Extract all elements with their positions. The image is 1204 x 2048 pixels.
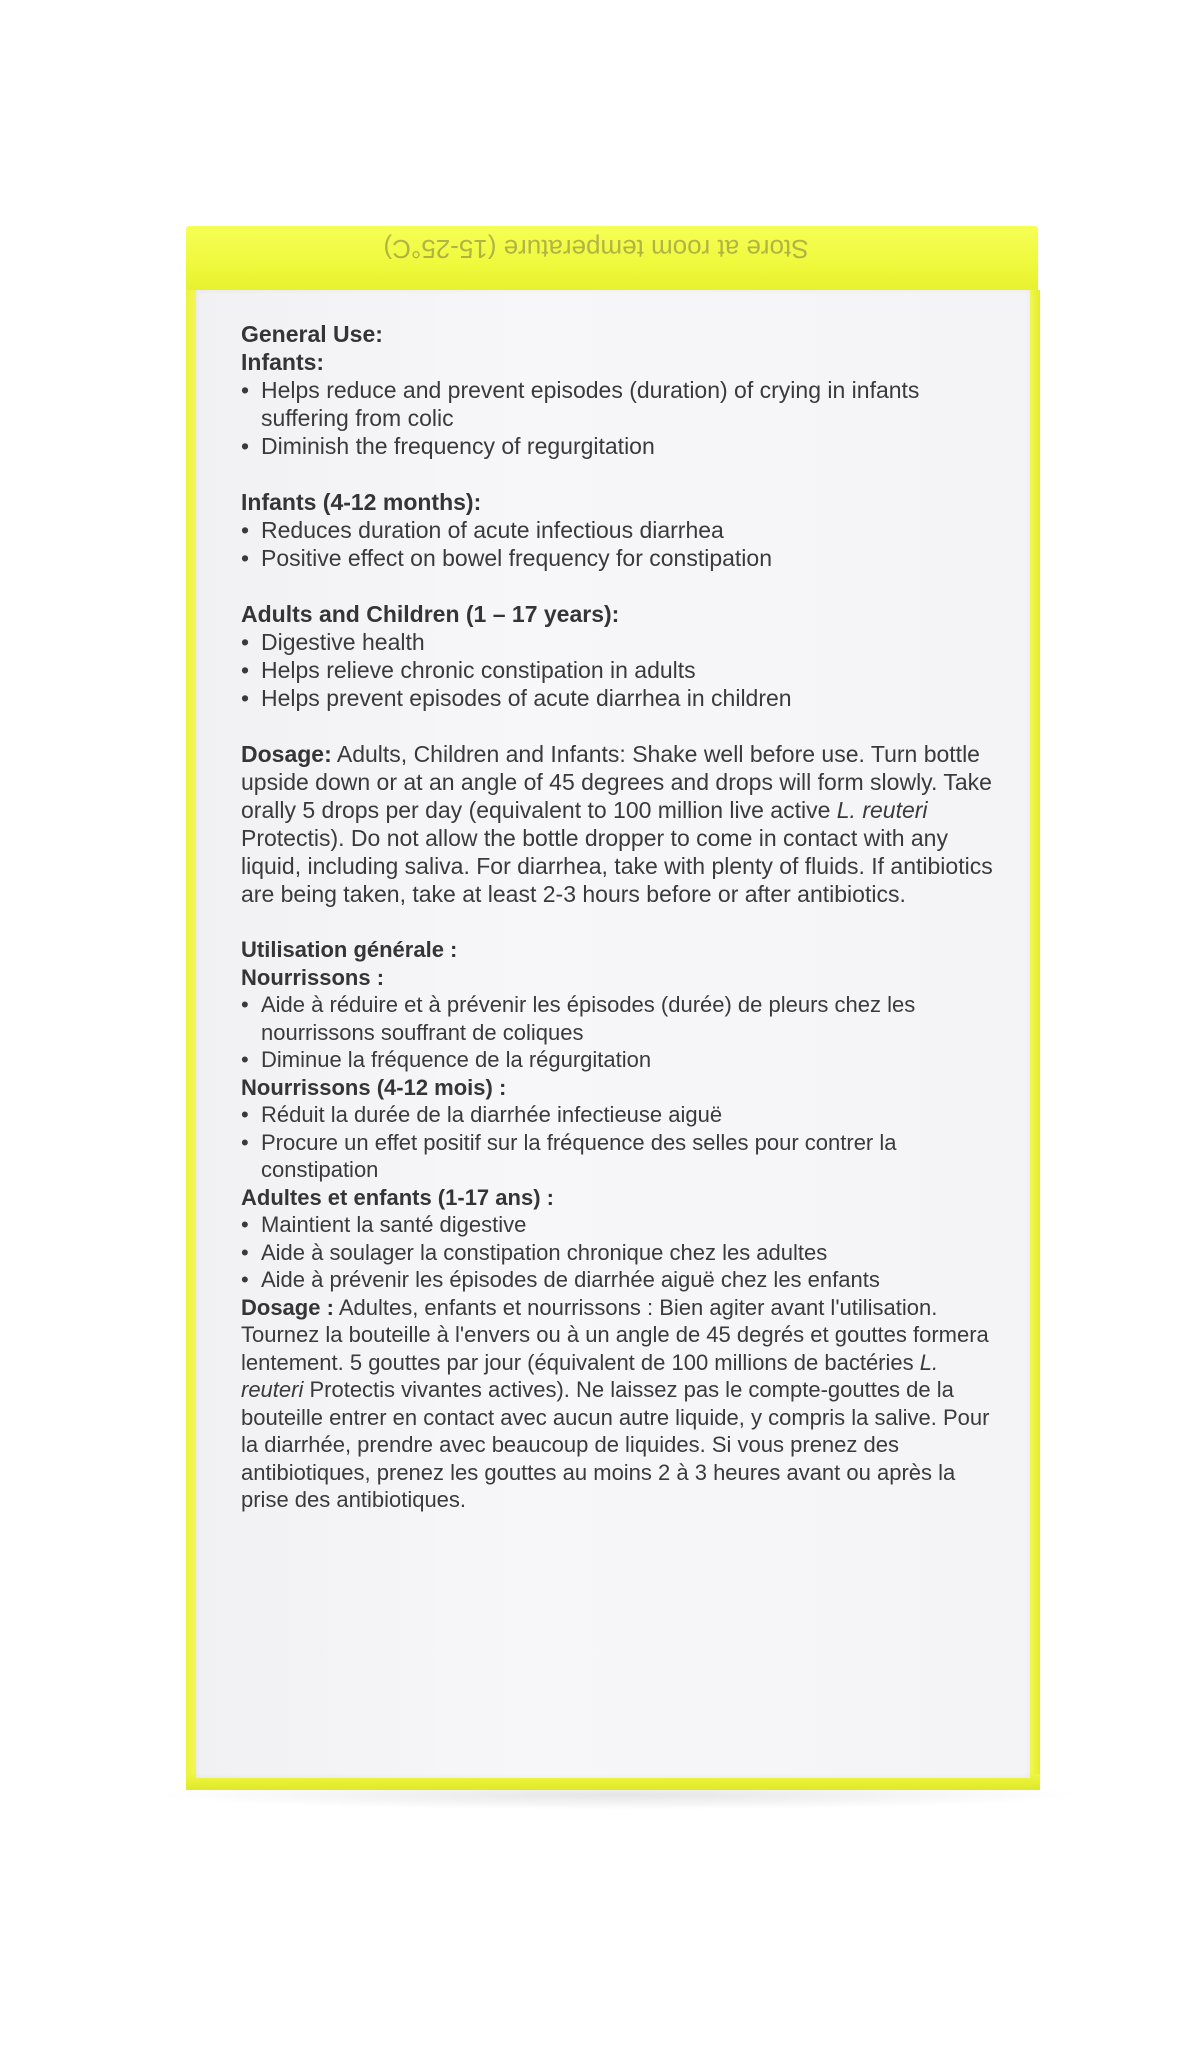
dosage-species: L. reuteri — [836, 797, 928, 823]
dosage-paragraph — [241, 740, 1001, 908]
fr-infants-4-12-heading: Nourrissons (4-12 mois) : — [241, 1074, 507, 1100]
fr-infants-heading: Nourrissons : — [241, 964, 385, 990]
fr-dosage-paragraph — [241, 1294, 1001, 1514]
fr-dosage-label: Dosage : — [241, 1294, 334, 1320]
infants-heading: Infants: — [241, 349, 325, 375]
french-section — [241, 936, 1001, 1514]
general-use-heading: General Use: — [241, 321, 383, 347]
list-item: • Diminish the frequency of regurgitation — [241, 432, 1001, 460]
fr-dosage-text-cont: Protectis vivantes actives). Ne laissez pas le compte-gouttes de la bouteille entrer en contact avec aucun autre liquide, y compris la salive. Pour la diarrhée, prendre avec beaucoup de liquides. Si vous prenez des antibiotiques, prenez les gouttes au moins 2 à 3 heures avant ou après la prise des antibiotiques. — [241, 1377, 990, 1512]
list-item: • Helps reduce and prevent episodes (duration) of crying in infants suffering from colic — [241, 376, 1001, 432]
dosage-text-cont: Protectis). Do not allow the bottle dropper to come in contact with any liquid, including saliva. For diarrhea, take with plenty of fluids. If antibiotics are being taken, take at least 2-3 hours before or after antibiotics. — [241, 825, 993, 907]
list-item: • Aide à réduire et à prévenir les épisodes (durée) de pleurs chez les nourrissons souffrant de coliques — [241, 991, 1001, 1046]
infants-4-12-list — [241, 516, 1001, 572]
fr-infants-list — [241, 991, 1001, 1074]
list-item: • Digestive health — [241, 628, 1001, 656]
box-label-panel — [196, 290, 1030, 1778]
fr-dosage-species: L. reuteri — [241, 1349, 939, 1402]
upside-down-storage-text: Store at room temperature (15-25°C) — [383, 234, 809, 264]
list-item: • Maintient la santé digestive — [241, 1211, 1001, 1239]
dosage-label: Dosage: — [241, 741, 332, 767]
list-item: • Positive effect on bowel frequency for constipation — [241, 544, 1001, 572]
fr-infants-4-12-list — [241, 1101, 1001, 1184]
infants-list — [241, 376, 1001, 460]
fr-adults-list — [241, 1211, 1001, 1294]
list-item: • Helps relieve chronic constipation in adults — [241, 656, 1001, 684]
list-item: • Aide à prévenir les épisodes de diarrhée aiguë chez les enfants — [241, 1266, 1001, 1294]
box-top-flap — [186, 226, 1038, 296]
adults-children-list — [241, 628, 1001, 712]
list-item: • Aide à soulager la constipation chronique chez les adultes — [241, 1239, 1001, 1267]
list-item: • Procure un effet positif sur la fréquence des selles pour contrer la constipation — [241, 1129, 1001, 1184]
fr-adults-heading: Adultes et enfants (1-17 ans) : — [241, 1184, 554, 1210]
list-item: • Diminue la fréquence de la régurgitation — [241, 1046, 1001, 1074]
list-item: • Réduit la durée de la diarrhée infectieuse aiguë — [241, 1101, 1001, 1129]
adults-children-heading: Adults and Children (1 – 17 years): — [241, 601, 620, 627]
fr-general-use-heading: Utilisation générale : — [241, 937, 458, 962]
list-item: • Helps prevent episodes of acute diarrhea in children — [241, 684, 1001, 712]
list-item: • Reduces duration of acute infectious diarrhea — [241, 516, 1001, 544]
label-text — [241, 320, 1001, 1514]
fr-dosage-text: Adultes, enfants et nourrissons : Bien agiter avant l'utilisation. Tournez la bouteille à l'envers ou à un angle de 45 degrés et gouttes formera lentement. 5 gouttes par jour (équivalent de 100 millions de bactéries — [241, 1294, 989, 1375]
infants-4-12-heading: Infants (4-12 months): — [241, 489, 482, 515]
dosage-text: Adults, Children and Infants: Shake well before use. Turn bottle upside down or at an angle of 45 degrees and drops will form slowly. Take orally 5 drops per day (equivalent to 100 million live active — [241, 741, 992, 823]
